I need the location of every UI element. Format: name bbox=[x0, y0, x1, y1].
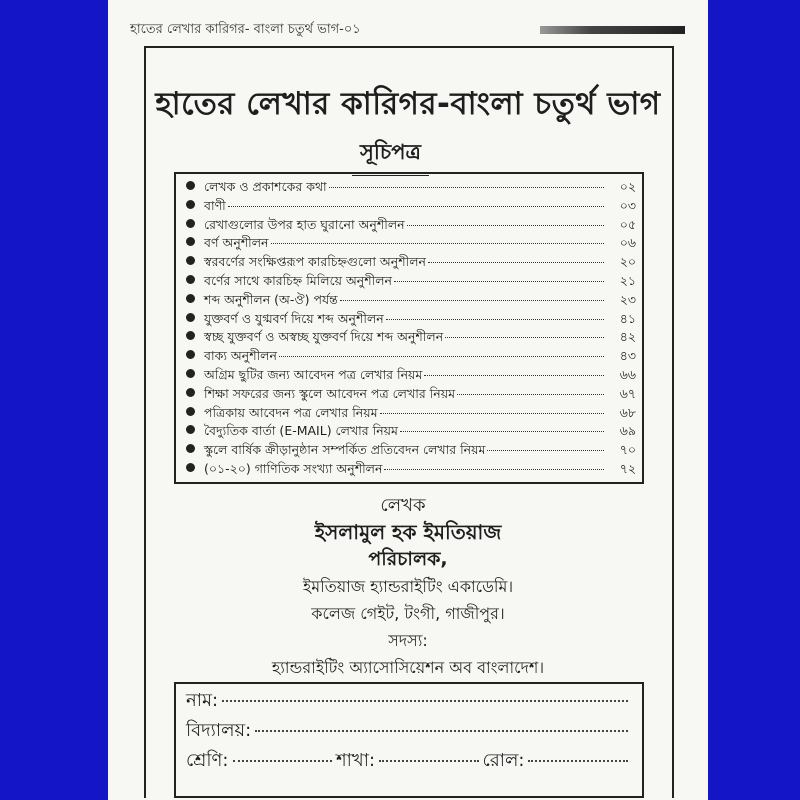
name-field[interactable] bbox=[222, 700, 628, 702]
toc-item bbox=[186, 217, 636, 236]
name-row bbox=[186, 686, 632, 717]
toc-item bbox=[186, 329, 636, 348]
toc-item bbox=[186, 198, 636, 217]
address: কলেজ গেইট, টংগী, গাজীপুর। bbox=[311, 604, 505, 623]
toc-leader-dots bbox=[424, 375, 604, 376]
toc-leader-dots bbox=[400, 431, 604, 432]
toc-item-label: বাক্য অনুশীলন bbox=[204, 348, 277, 364]
bullet-icon bbox=[186, 444, 195, 453]
toc-leader-dots bbox=[457, 394, 604, 395]
toc-item-page: ৭০ bbox=[619, 442, 636, 458]
toc-title: সূচিপত্র bbox=[352, 136, 429, 176]
toc-item bbox=[186, 311, 636, 330]
toc-item bbox=[186, 461, 636, 480]
bullet-icon bbox=[186, 369, 195, 378]
section-field[interactable] bbox=[379, 760, 479, 762]
school-field[interactable] bbox=[255, 730, 628, 732]
toc-leader-dots bbox=[384, 469, 604, 470]
bullet-icon bbox=[186, 313, 195, 322]
bullet-icon bbox=[186, 181, 195, 190]
toc-item-page: ৬৮ bbox=[619, 404, 636, 420]
toc-item bbox=[186, 405, 636, 424]
toc-item-label: লেখক ও প্রকাশকের কথা bbox=[204, 179, 327, 194]
toc-item-label: পত্রিকায় আবেদন পত্র লেখার নিয়ম bbox=[204, 404, 378, 420]
bullet-icon bbox=[186, 407, 195, 416]
toc-item-label: স্বরবর্ণের সংক্ষিপ্তরূপ কারচিহ্নগুলো অনুশীলন bbox=[204, 254, 426, 270]
toc-item-label: (০১-২০) গাণিতিক সংখ্যা অনুশীলন bbox=[204, 460, 383, 476]
author-label: লেখক bbox=[380, 495, 426, 516]
toc-item-label: রেখাগুলোর উপর হাত ঘুরানো অনুশীলন bbox=[204, 216, 405, 232]
academy-name: ইমতিয়াজ হ্যান্ডরাইটিং একাডেমি। bbox=[302, 577, 514, 596]
toc-leader-dots bbox=[380, 413, 604, 414]
toc-item-page: ৬৭ bbox=[619, 385, 636, 401]
bullet-icon bbox=[186, 275, 195, 284]
toc-leader-dots bbox=[386, 319, 604, 320]
toc-item-label: শিক্ষা সফরের জন্য স্কুলে আবেদন পত্র লেখার নিয়ম bbox=[204, 385, 456, 401]
toc-item-page: ৪১ bbox=[619, 310, 636, 326]
header-decor-bar bbox=[540, 26, 685, 34]
toc-item-label: যুক্তবর্ণ ও যুগ্মবর্ণ দিয়ে শব্দ অনুশীলন bbox=[204, 310, 384, 326]
page-title: হাতের লেখার কারিগর-বাংলা চতুর্থ ভাগ bbox=[155, 86, 661, 122]
toc-leader-dots bbox=[228, 206, 604, 207]
author-name: ইসলামুল হক ইমতিয়াজ bbox=[314, 520, 502, 544]
student-info-form bbox=[174, 682, 644, 798]
section-label: শাখা: bbox=[336, 750, 376, 771]
running-header: হাতের লেখার কারিগর- বাংলা চতুর্থ ভাগ-০১ bbox=[130, 22, 361, 37]
toc-item bbox=[186, 292, 636, 311]
toc-item-page: ২০ bbox=[619, 254, 636, 270]
bullet-icon bbox=[186, 350, 195, 359]
toc-item bbox=[186, 423, 636, 442]
toc-item-label: বর্ণের সাথে কারচিহ্ন মিলিয়ে অনুশীলন bbox=[204, 272, 393, 288]
toc-item-label: স্বচ্ছ যুক্তবর্ণ ও অস্বচ্ছ যুক্তবর্ণ দিয়ে শব্দ অনুশীলন bbox=[204, 329, 444, 345]
toc-item-label: স্কুলে বার্ষিক ক্রীড়ানুষ্ঠান সম্পর্কিত প্রতিবেদন লেখার নিয়ম bbox=[204, 442, 486, 458]
toc-item-page: ০৩ bbox=[619, 197, 636, 213]
roll-field[interactable] bbox=[528, 760, 628, 762]
school-row bbox=[186, 716, 632, 747]
toc-leader-dots bbox=[428, 262, 604, 263]
toc-item bbox=[186, 254, 636, 273]
toc-item-page: ০৫ bbox=[619, 216, 636, 232]
director-label: পরিচালক, bbox=[368, 548, 448, 570]
class-field[interactable] bbox=[233, 760, 333, 762]
toc-leader-dots bbox=[329, 187, 604, 188]
toc-item-page: ৬৬ bbox=[619, 366, 636, 382]
toc-item-label: শব্দ অনুশীলন (অ-ঔ) পর্যন্ত bbox=[204, 291, 338, 307]
toc-leader-dots bbox=[407, 225, 604, 226]
credits bbox=[108, 492, 708, 681]
toc-item bbox=[186, 273, 636, 292]
bullet-icon bbox=[186, 237, 195, 246]
member-label: সদস্য: bbox=[388, 631, 428, 650]
table-of-contents bbox=[174, 172, 644, 484]
toc-leader-dots bbox=[279, 356, 604, 357]
class-label: শ্রেণি: bbox=[186, 750, 229, 771]
toc-item bbox=[186, 442, 636, 461]
roll-label: রোল: bbox=[482, 750, 525, 771]
bullet-icon bbox=[186, 388, 195, 397]
toc-item-label: বর্ণ অনুশীলন bbox=[204, 235, 269, 251]
toc-item-page: ০৬ bbox=[619, 235, 636, 251]
bullet-icon bbox=[186, 331, 195, 340]
toc-leader-dots bbox=[394, 281, 604, 282]
toc-leader-dots bbox=[340, 300, 604, 301]
toc-item-page: ৭২ bbox=[619, 460, 636, 476]
school-label: বিদ্যালয়: bbox=[186, 720, 252, 741]
name-label: নাম: bbox=[186, 690, 219, 711]
toc-item-page: ২৩ bbox=[619, 291, 636, 307]
toc-item bbox=[186, 386, 636, 405]
toc-item-page: ৪২ bbox=[619, 329, 636, 345]
toc-item-page: ৪৩ bbox=[619, 348, 636, 364]
toc-leader-dots bbox=[445, 337, 604, 338]
toc-item-label: অগ্রিম ছুটির জন্য আবেদন পত্র লেখার নিয়ম bbox=[204, 366, 423, 382]
toc-item bbox=[186, 179, 636, 198]
toc-item-label: বাণী bbox=[204, 197, 226, 213]
toc-leader-dots bbox=[487, 450, 604, 451]
toc-leader-dots bbox=[271, 243, 604, 244]
book-page bbox=[108, 0, 708, 800]
toc-item-page: ৬৯ bbox=[619, 423, 636, 439]
toc-item bbox=[186, 367, 636, 386]
bullet-icon bbox=[186, 200, 195, 209]
bullet-icon bbox=[186, 219, 195, 228]
bullet-icon bbox=[186, 463, 195, 472]
association-name: হ্যান্ডরাইটিং অ্যাসোসিয়েশন অব বাংলাদেশ। bbox=[271, 658, 545, 677]
bullet-icon bbox=[186, 294, 195, 303]
bullet-icon bbox=[186, 256, 195, 265]
class-section-roll-row bbox=[186, 746, 632, 777]
toc-item-label: বৈদ্যুতিক বার্তা (E-MAIL) লেখার নিয়ম bbox=[204, 423, 398, 439]
bullet-icon bbox=[186, 425, 195, 434]
toc-item-page: ২১ bbox=[619, 272, 636, 288]
toc-item bbox=[186, 348, 636, 367]
toc-item-page: ০২ bbox=[619, 179, 636, 194]
toc-item bbox=[186, 235, 636, 254]
